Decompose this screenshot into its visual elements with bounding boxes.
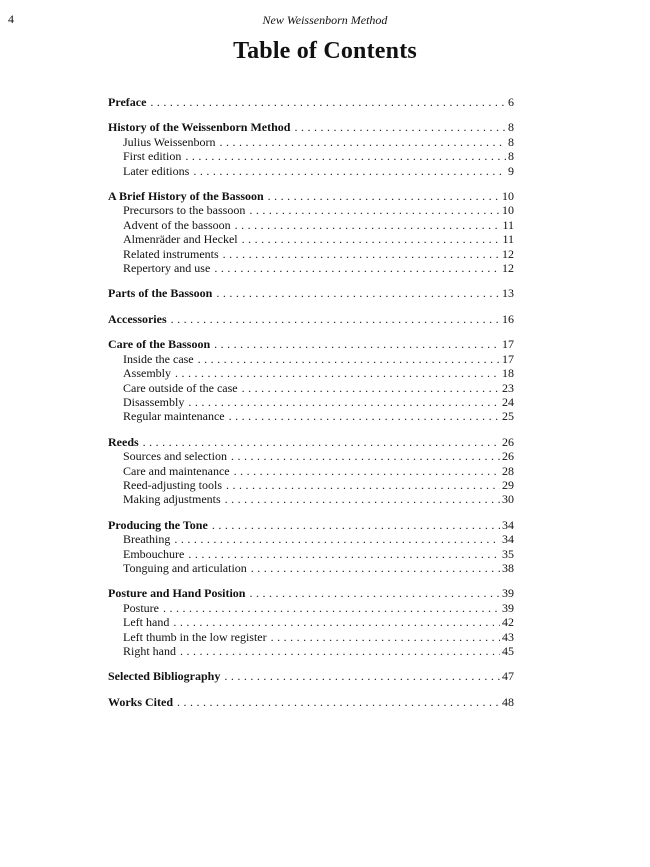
toc-entry-title: Left hand (123, 615, 170, 630)
toc-section-entry[interactable] (108, 95, 514, 109)
toc-section (108, 337, 514, 423)
toc-entry-page: 10 (502, 189, 514, 204)
toc-entry-title: Selected Bibliography (108, 669, 221, 684)
toc-entry-page: 8 (508, 120, 514, 135)
dot-leader (225, 492, 500, 506)
toc-entry-title: Repertory and use (123, 261, 211, 276)
toc-entry-title: Reeds (108, 434, 139, 449)
toc-entry-page: 11 (502, 217, 514, 232)
dot-leader (235, 218, 501, 232)
toc-entry-title: Precursors to the bassoon (123, 203, 246, 218)
toc-subsection-entry[interactable] (108, 478, 514, 492)
toc-entry-title: Reed-adjusting tools (123, 477, 222, 492)
dot-leader (173, 615, 500, 629)
toc-section (108, 518, 514, 576)
toc-entry-page: 8 (508, 134, 514, 149)
dot-leader (249, 586, 500, 600)
dot-leader (171, 312, 500, 326)
toc-entry-page: 43 (502, 629, 514, 644)
toc-subsection-entry[interactable] (108, 247, 514, 261)
toc-section (108, 695, 514, 709)
toc-entry-title: Assembly (123, 366, 171, 381)
toc-entry-page: 35 (502, 546, 514, 561)
dot-leader (229, 409, 500, 423)
toc-subsection-entry[interactable] (108, 218, 514, 232)
toc-entry-title: Almenräder and Heckel (123, 232, 238, 247)
toc-entry-page: 29 (502, 477, 514, 492)
toc-entry-title: Producing the Tone (108, 517, 208, 532)
page-number: 4 (8, 12, 14, 26)
toc-entry-page: 13 (502, 286, 514, 301)
toc-entry-page: 30 (502, 492, 514, 507)
dot-leader (242, 381, 500, 395)
toc-entry-page: 12 (502, 246, 514, 261)
toc-entry-title: Accessories (108, 311, 167, 326)
running-head: New Weissenborn Method (262, 13, 388, 27)
toc-entry-title: Regular maintenance (123, 409, 225, 424)
toc-entry-page: 34 (502, 532, 514, 547)
toc-entry-page: 17 (502, 351, 514, 366)
toc-entry-page: 6 (508, 95, 514, 109)
dot-leader (214, 337, 500, 351)
dot-leader (224, 669, 500, 683)
toc-subsection-entry[interactable] (108, 395, 514, 409)
toc-entry-page: 26 (502, 434, 514, 449)
toc-entry-title: Posture and Hand Position (108, 586, 246, 601)
toc-section-entry[interactable] (108, 695, 514, 709)
dot-leader (214, 261, 500, 275)
dot-leader (231, 449, 500, 463)
dot-leader (216, 286, 500, 300)
dot-leader (242, 232, 501, 246)
toc-subsection-entry[interactable] (108, 630, 514, 644)
dot-leader (212, 518, 500, 532)
toc-entry-page: 25 (502, 409, 514, 424)
toc-entry-title: Related instruments (123, 246, 219, 261)
toc-entry-page: 17 (502, 337, 514, 352)
toc-entry-page: 45 (502, 644, 514, 658)
dot-leader (294, 120, 506, 134)
toc-entry-title: Posture (123, 600, 159, 615)
toc-entry-page: 39 (502, 600, 514, 615)
toc-section (108, 669, 514, 683)
toc-entry-title: Works Cited (108, 694, 174, 709)
toc-entry-title: Breathing (123, 532, 171, 547)
dot-leader (180, 644, 500, 658)
toc-section (108, 312, 514, 326)
toc-section-entry[interactable] (108, 189, 514, 203)
toc-subsection-entry[interactable] (108, 561, 514, 575)
toc-section-entry[interactable] (108, 337, 514, 351)
dot-leader (143, 435, 500, 449)
toc-entry-title: Care outside of the case (123, 380, 238, 395)
dot-leader (177, 695, 500, 709)
toc-entry-page: 9 (508, 163, 514, 178)
toc-subsection-entry[interactable] (108, 149, 514, 163)
dot-leader (234, 464, 500, 478)
toc-entry-title: Preface (108, 95, 147, 109)
toc-entry-page: 11 (502, 232, 514, 247)
table-of-contents (108, 95, 514, 720)
toc-subsection-entry[interactable] (108, 261, 514, 275)
toc-subsection-entry[interactable] (108, 164, 514, 178)
toc-subsection-entry[interactable] (108, 615, 514, 629)
toc-subsection-entry[interactable] (108, 232, 514, 246)
toc-section-entry[interactable] (108, 120, 514, 134)
toc-entry-page: 48 (502, 694, 514, 709)
dot-leader (150, 95, 506, 109)
dot-leader (174, 532, 500, 546)
toc-entry-page: 10 (502, 203, 514, 218)
toc-subsection-entry[interactable] (108, 644, 514, 658)
toc-entry-title: History of the Weissenborn Method (108, 120, 291, 135)
toc-entry-page: 24 (502, 394, 514, 409)
toc-entry-page: 8 (508, 149, 514, 164)
toc-section (108, 120, 514, 178)
dot-leader (271, 630, 500, 644)
toc-section-entry[interactable] (108, 586, 514, 600)
toc-entry-title: Inside the case (123, 351, 194, 366)
toc-entry-page: 38 (502, 560, 514, 575)
dot-leader (188, 547, 500, 561)
toc-subsection-entry[interactable] (108, 366, 514, 380)
toc-section-entry[interactable] (108, 518, 514, 532)
toc-entry-title: Sources and selection (123, 449, 227, 464)
dot-leader (193, 164, 506, 178)
toc-subsection-entry[interactable] (108, 449, 514, 463)
toc-entry-title: Advent of the bassoon (123, 217, 231, 232)
toc-section (108, 435, 514, 507)
toc-entry-title: Tonguing and articulation (123, 560, 247, 575)
toc-entry-title: Right hand (123, 644, 176, 658)
toc-subsection-entry[interactable] (108, 464, 514, 478)
toc-subsection-entry[interactable] (108, 547, 514, 561)
toc-entry-title: Embouchure (123, 546, 185, 561)
toc-section-entry[interactable] (108, 435, 514, 449)
toc-subsection-entry[interactable] (108, 352, 514, 366)
dot-leader (185, 149, 506, 163)
dot-leader (188, 395, 500, 409)
toc-entry-title: Care of the Bassoon (108, 337, 211, 352)
toc-entry-page: 47 (502, 669, 514, 684)
toc-entry-page: 39 (502, 586, 514, 601)
toc-entry-title: First edition (123, 149, 182, 164)
dot-leader (223, 247, 500, 261)
toc-subsection-entry[interactable] (108, 601, 514, 615)
toc-entry-page: 18 (502, 366, 514, 381)
toc-entry-title: Parts of the Bassoon (108, 286, 213, 301)
toc-entry-page: 12 (502, 261, 514, 276)
toc-entry-title: Julius Weissenborn (123, 134, 216, 149)
toc-section (108, 286, 514, 300)
toc-entry-page: 34 (502, 517, 514, 532)
toc-entry-title: Later editions (123, 163, 190, 178)
dot-leader (175, 366, 500, 380)
toc-subsection-entry[interactable] (108, 203, 514, 217)
toc-entry-page: 23 (502, 380, 514, 395)
toc-section (108, 189, 514, 275)
toc-subsection-entry[interactable] (108, 409, 514, 423)
page-title: Table of Contents (233, 38, 417, 64)
toc-entry-title: A Brief History of the Bassoon (108, 189, 264, 204)
toc-section-entry[interactable] (108, 669, 514, 683)
toc-entry-title: Disassembly (123, 394, 185, 409)
dot-leader (198, 352, 500, 366)
toc-section-entry[interactable] (108, 312, 514, 326)
toc-subsection-entry[interactable] (108, 381, 514, 395)
toc-entry-page: 16 (502, 311, 514, 326)
toc-subsection-entry[interactable] (108, 532, 514, 546)
toc-section (108, 95, 514, 109)
dot-leader (163, 601, 500, 615)
dot-leader (249, 203, 500, 217)
dot-leader (226, 478, 500, 492)
toc-subsection-entry[interactable] (108, 492, 514, 506)
toc-subsection-entry[interactable] (108, 135, 514, 149)
toc-section-entry[interactable] (108, 286, 514, 300)
toc-entry-page: 26 (502, 449, 514, 464)
dot-leader (219, 135, 506, 149)
toc-entry-title: Making adjustments (123, 492, 221, 507)
toc-entry-page: 42 (502, 615, 514, 630)
toc-entry-page: 28 (502, 463, 514, 478)
toc-section (108, 586, 514, 658)
dot-leader (268, 189, 500, 203)
toc-entry-title: Care and maintenance (123, 463, 230, 478)
dot-leader (251, 561, 500, 575)
toc-entry-title: Left thumb in the low register (123, 629, 267, 644)
